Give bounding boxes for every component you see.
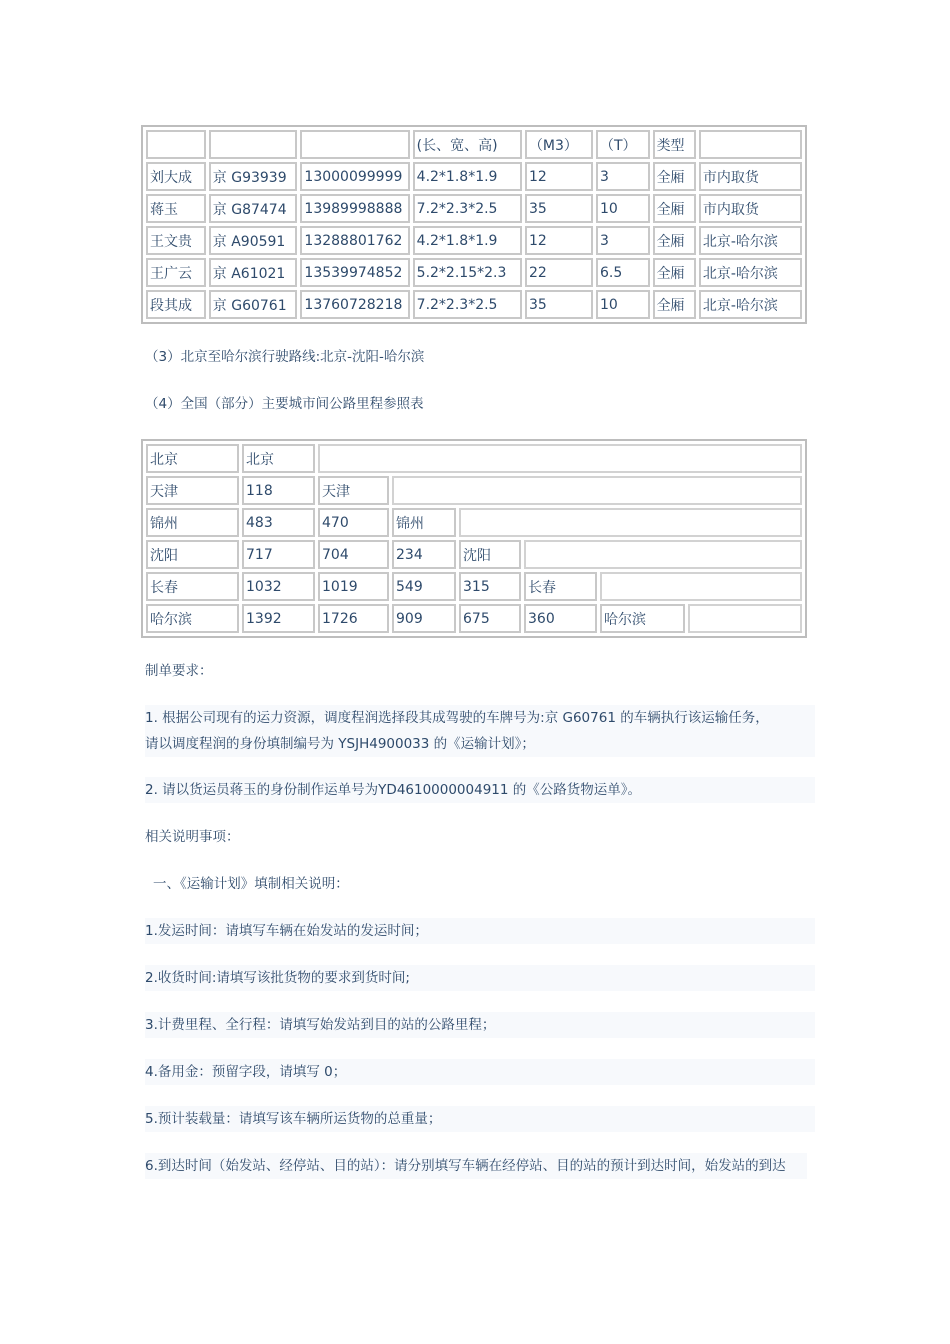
vehicle-table-cell: 13000099999	[300, 162, 409, 191]
distance-table-cell: 1019	[318, 572, 389, 601]
distance-table-cell: 北京	[146, 444, 239, 473]
vehicle-table-row	[146, 194, 802, 223]
vehicle-table-cell: 蒋玉	[146, 194, 206, 223]
vehicle-table-cell: 类型	[653, 130, 696, 159]
distance-table-cell: 天津	[146, 476, 239, 505]
vehicle-table-row	[146, 162, 802, 191]
requirement-1-line-2: 请以调度程润的身份填制编号为 YSJH4900033 的《运输计划》；	[145, 731, 815, 757]
distance-table-row	[146, 508, 802, 537]
vehicle-table-cell: 京 G60761	[209, 290, 298, 319]
vehicle-table-cell: 市内取货	[699, 194, 802, 223]
distance-table-cell: 549	[392, 572, 456, 601]
vehicle-table-cell	[300, 130, 409, 159]
vehicle-table-cell: 4.2*1.8*1.9	[413, 226, 522, 255]
distance-table-cell: 北京	[242, 444, 315, 473]
vehicle-table-cell: 北京-哈尔滨	[699, 258, 802, 287]
distance-table-title: （4）全国（部分）主要城市间公路里程参照表	[145, 396, 424, 412]
vehicle-table-cell: 全厢	[653, 290, 696, 319]
vehicle-table-cell: 7.2*2.3*2.5	[413, 290, 522, 319]
distance-table-row	[146, 604, 802, 633]
distance-table-cell: 1726	[318, 604, 389, 633]
note-3: 3.计费里程、全行程：请填写始发站到目的站的公路里程；	[145, 1012, 815, 1038]
distance-table-cell: 717	[242, 540, 315, 569]
distance-table-empty-cell	[600, 572, 802, 601]
vehicle-table-cell: 王广云	[146, 258, 206, 287]
vehicle-table-cell: 35	[525, 194, 593, 223]
vehicle-table-cell: 全厢	[653, 258, 696, 287]
note-4: 4.备用金：预留字段，请填写 0；	[145, 1059, 815, 1085]
vehicle-table-cell: 北京-哈尔滨	[699, 226, 802, 255]
vehicle-table-cell: 7.2*2.3*2.5	[413, 194, 522, 223]
distance-table-cell: 锦州	[146, 508, 239, 537]
vehicle-table-cell: 京 A61021	[209, 258, 298, 287]
distance-table-cell: 天津	[318, 476, 389, 505]
vehicle-table-cell: 3	[596, 226, 650, 255]
note-2: 2.收货时间:请填写该批货物的要求到货时间;	[145, 965, 815, 991]
vehicle-table-cell: 35	[525, 290, 593, 319]
distance-table-row	[146, 572, 802, 601]
note-5: 5.预计装载量：请填写该车辆所运货物的总重量；	[145, 1106, 815, 1132]
vehicle-table-header-row	[146, 130, 802, 159]
vehicle-table-row	[146, 290, 802, 319]
requirements-title: 制单要求：	[145, 663, 213, 679]
vehicle-table-cell: 京 G87474	[209, 194, 298, 223]
note-1: 1.发运时间：请填写车辆在始发站的发运时间；	[145, 918, 815, 944]
distance-table-cell: 909	[392, 604, 456, 633]
distance-table	[141, 439, 807, 638]
distance-table-cell: 哈尔滨	[146, 604, 239, 633]
distance-table-cell: 沈阳	[459, 540, 521, 569]
distance-table-empty-cell	[524, 540, 802, 569]
distance-table-row	[146, 540, 802, 569]
distance-table-empty-cell	[688, 604, 802, 633]
plan-section-title: 一、《运输计划》填制相关说明：	[153, 876, 349, 892]
vehicle-table-cell: 12	[525, 162, 593, 191]
notes-title: 相关说明事项：	[145, 829, 240, 845]
vehicle-table-cell: 刘大成	[146, 162, 206, 191]
vehicle-table	[141, 125, 807, 324]
vehicle-table-cell: （T）	[596, 130, 650, 159]
vehicle-table-cell: (长、宽、高)	[413, 130, 522, 159]
distance-table-cell: 长春	[146, 572, 239, 601]
vehicle-table-cell: 京 A90591	[209, 226, 298, 255]
distance-table-empty-cell	[318, 444, 802, 473]
vehicle-table-cell: 6.5	[596, 258, 650, 287]
vehicle-table-cell: 京 G93939	[209, 162, 298, 191]
distance-table-row	[146, 476, 802, 505]
distance-table-cell: 704	[318, 540, 389, 569]
vehicle-table-cell: （M3）	[525, 130, 593, 159]
vehicle-table-cell: 全厢	[653, 226, 696, 255]
vehicle-table-cell: 12	[525, 226, 593, 255]
distance-table-cell: 483	[242, 508, 315, 537]
vehicle-table-cell: 13539974852	[300, 258, 409, 287]
vehicle-table-cell: 全厢	[653, 194, 696, 223]
vehicle-table-cell	[146, 130, 206, 159]
vehicle-table-cell: 13288801762	[300, 226, 409, 255]
vehicle-table-cell: 13989998888	[300, 194, 409, 223]
requirement-1-line-1: 1. 根据公司现有的运力资源，调度程润选择段其成驾驶的车牌号为:京 G60761 的车辆执行该运输任务，	[145, 705, 815, 731]
vehicle-table-cell: 3	[596, 162, 650, 191]
vehicle-table-cell: 10	[596, 290, 650, 319]
distance-table-cell: 234	[392, 540, 456, 569]
vehicle-table-row	[146, 258, 802, 287]
distance-table-cell: 315	[459, 572, 521, 601]
distance-table-cell: 1392	[242, 604, 315, 633]
vehicle-table-cell: 5.2*2.15*2.3	[413, 258, 522, 287]
distance-table-empty-cell	[392, 476, 802, 505]
vehicle-table-cell: 市内取货	[699, 162, 802, 191]
vehicle-table-cell: 北京-哈尔滨	[699, 290, 802, 319]
distance-table-cell: 锦州	[392, 508, 456, 537]
distance-table-cell: 470	[318, 508, 389, 537]
vehicle-table-row	[146, 226, 802, 255]
vehicle-table-cell: 4.2*1.8*1.9	[413, 162, 522, 191]
route-line: （3）北京至哈尔滨行驶路线:北京-沈阳-哈尔滨	[145, 349, 425, 365]
distance-table-cell: 沈阳	[146, 540, 239, 569]
distance-table-cell: 长春	[524, 572, 597, 601]
vehicle-table-cell	[209, 130, 298, 159]
distance-table-cell: 675	[459, 604, 521, 633]
vehicle-table-cell: 13760728218	[300, 290, 409, 319]
requirement-2: 2. 请以货运员蒋玉的身份制作运单号为YD4610000004911 的《公路货物运单》。	[145, 777, 815, 803]
vehicle-table-cell: 全厢	[653, 162, 696, 191]
vehicle-table-cell	[699, 130, 802, 159]
distance-table-row	[146, 444, 802, 473]
vehicle-table-cell: 段其成	[146, 290, 206, 319]
vehicle-table-cell: 10	[596, 194, 650, 223]
distance-table-cell: 1032	[242, 572, 315, 601]
distance-table-cell: 哈尔滨	[600, 604, 685, 633]
vehicle-table-cell: 王文贵	[146, 226, 206, 255]
distance-table-cell: 360	[524, 604, 597, 633]
vehicle-table-cell: 22	[525, 258, 593, 287]
distance-table-cell: 118	[242, 476, 315, 505]
distance-table-empty-cell	[459, 508, 802, 537]
note-6: 6.到达时间（始发站、经停站、目的站）：请分别填写车辆在经停站、目的站的预计到达时间，始发站的到达	[145, 1153, 807, 1179]
